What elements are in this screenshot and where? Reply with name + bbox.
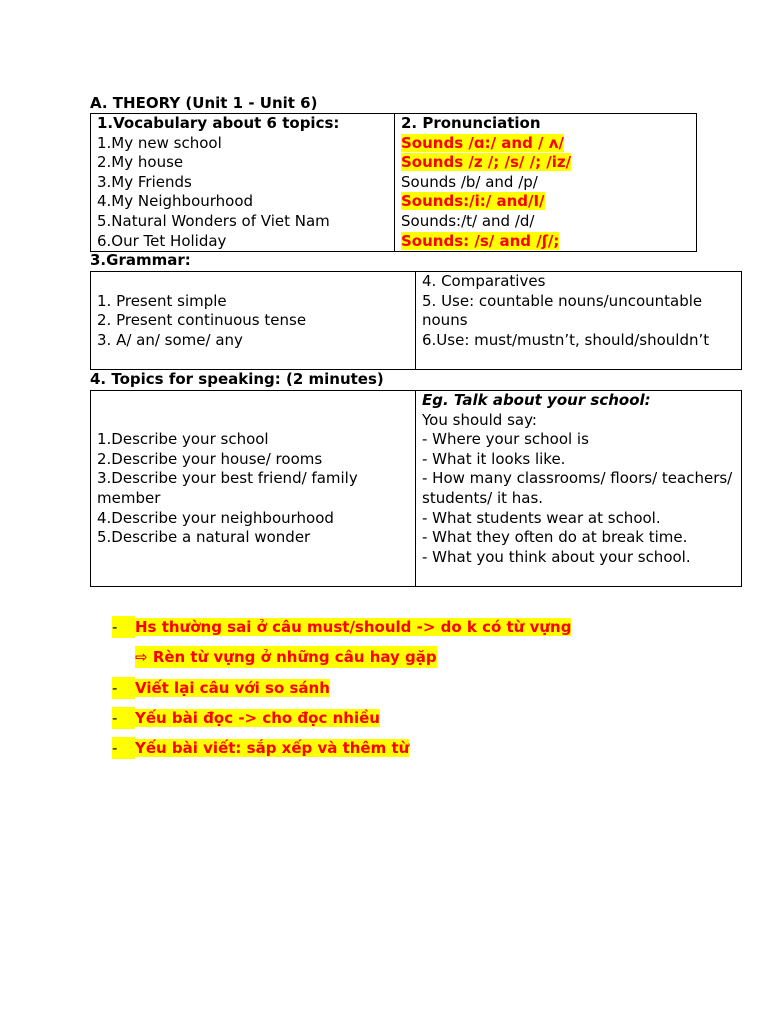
grammar-right-cell [416, 272, 742, 370]
speaking-topic: 1.Describe your school [97, 430, 269, 449]
pronunciation-heading: 2. Pronunciation [401, 114, 541, 132]
dash-bullet: - [112, 677, 135, 699]
dash-bullet: - [112, 707, 135, 729]
example-line: - What it looks like. [422, 449, 566, 468]
vocabulary-cell [91, 114, 395, 252]
example-line: You should say: [422, 410, 537, 429]
grammar-item: 2. Present continuous tense [97, 311, 307, 330]
example-line: - What they often do at break time. [422, 528, 688, 547]
note-item [112, 616, 571, 646]
vocabulary-heading: 1.Vocabulary about 6 topics: [97, 114, 340, 132]
speaking-example-cell [416, 391, 742, 587]
grammar-table [90, 271, 742, 370]
vocabulary-item: 2.My house [97, 153, 184, 172]
vocabulary-item: 6.Our Tet Holiday [97, 231, 227, 250]
example-line: - What students wear at school. [422, 508, 661, 527]
pronunciation-cell [395, 114, 697, 252]
speaking-heading: 4. Topics for speaking: (2 minutes) [90, 370, 384, 388]
vocabulary-item: 4.My Neighbourhood [97, 192, 254, 211]
grammar-item: 6.Use: must/mustn’t, should/shouldn’t [422, 330, 710, 349]
pronunciation-item: Sounds /ɑ:/ and / ʌ/ [401, 133, 564, 152]
arrow-right-icon: ⇨ [135, 648, 148, 667]
pronunciation-item: Sounds:/t/ and /d/ [401, 211, 535, 230]
speaking-table [90, 390, 742, 587]
section-a-title: A. THEORY (Unit 1 - Unit 6) [90, 94, 318, 112]
example-line: - Where your school is [422, 430, 589, 449]
note-text: Rèn từ vựng ở những câu hay gặp [152, 648, 437, 667]
note-item [112, 646, 571, 676]
dash-bullet: - [112, 737, 135, 759]
vocabulary-item: 3.My Friends [97, 172, 192, 191]
vocabulary-item: 1.My new school [97, 133, 222, 152]
note-item [112, 737, 571, 767]
speaking-topic: 5.Describe a natural wonder [97, 528, 311, 547]
example-line: - What you think about your school. [422, 547, 691, 566]
speaking-topics-cell [91, 391, 416, 587]
speaking-topic: 2.Describe your house/ rooms [97, 449, 323, 468]
pronunciation-item: Sounds /z /; /s/ /; /iz/ [401, 153, 572, 172]
note-text: Yếu bài đọc -> cho đọc nhiều [135, 708, 380, 727]
pronunciation-item: Sounds:/i:/ and/I/ [401, 192, 545, 211]
note-item [112, 707, 571, 737]
pronunciation-item: Sounds /b/ and /p/ [401, 172, 538, 191]
grammar-item: 5. Use: countable nouns/uncountable nouns [422, 291, 703, 330]
grammar-item: 3. A/ an/ some/ any [97, 330, 243, 349]
speaking-topic: 4.Describe your neighbourhood [97, 508, 334, 527]
vocabulary-pronunciation-table [90, 113, 697, 252]
note-text: Yếu bài viết: sắp xếp và thêm từ [135, 739, 410, 758]
note-text: Hs thường sai ở câu must/should -> do k có từ vựng [135, 618, 572, 636]
example-line: - How many classrooms/ floors/ teachers/ students/ it has. [422, 469, 733, 507]
example-title: Eg. Talk about your school: [422, 391, 651, 409]
grammar-heading: 3.Grammar: [90, 251, 191, 269]
note-text: Viết lại câu với so sánh [135, 678, 330, 697]
teacher-notes [112, 616, 571, 767]
note-item [112, 677, 571, 707]
pronunciation-item: Sounds: /s/ and /ʃ/; [401, 231, 560, 250]
grammar-left-cell [91, 272, 416, 370]
grammar-item: 1. Present simple [97, 291, 227, 310]
grammar-item: 4. Comparatives [422, 272, 546, 290]
vocabulary-item: 5.Natural Wonders of Viet Nam [97, 211, 330, 230]
dash-bullet: - [112, 616, 135, 638]
speaking-topic: 3.Describe your best friend/ family member [97, 469, 358, 507]
